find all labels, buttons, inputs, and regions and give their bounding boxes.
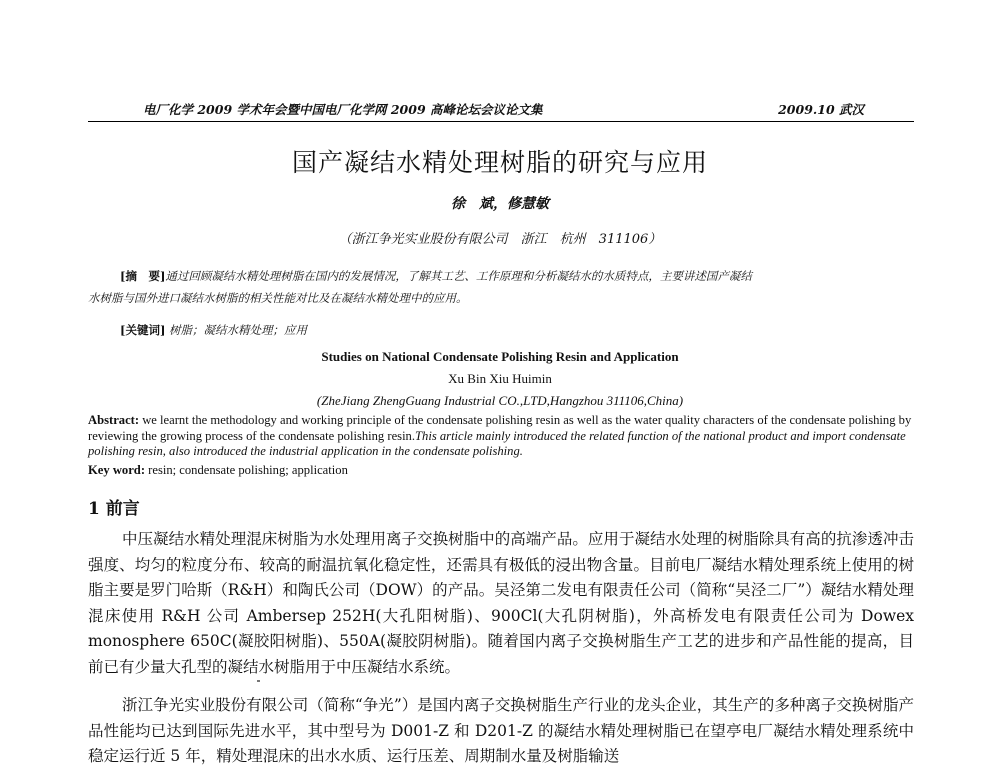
abstract-cn-line2: 水树脂与国外进口凝结水树脂的相关性能对比及在凝结水精处理中的应用。 (88, 291, 468, 305)
english-keywords (88, 463, 914, 478)
running-head-left: 电厂化学 2009 学术年会暨中国电厂化学网 2009 高峰论坛会议论文集 (143, 102, 543, 117)
abstract-label-en: Abstract: (88, 413, 140, 427)
keywords-label-cn: [关键词] (120, 323, 166, 337)
chinese-abstract (88, 265, 914, 309)
abstract-en-part1: we learnt the methodology and working principle of the condensate polishing resin as well as the water quality characters of the condensate polishing by reviewing the growing process of the condensate polishing resin. (88, 413, 912, 443)
paper-affiliation: （浙江争光实业股份有限公司 浙江 杭州 311106） (338, 232, 662, 247)
english-affiliation: (ZheJiang ZhengGuang Industrial CO.,LTD,Hangzhou 311106,China) (316, 393, 684, 408)
abstract-cn-line1: 通过回顾凝结水精处理树脂在国内的发展情况，了解其工艺、工作原理和分析凝结水的水质特点，主要讲述国产凝结 (165, 269, 752, 283)
english-title: Studies on National Condensate Polishing Resin and Application (321, 349, 679, 364)
section-heading: 1 前言 (88, 499, 140, 519)
running-head-right: 2009.10 武汉 (778, 102, 864, 117)
body-paragraph-2: 浙江争光实业股份有限公司（简称“争光”）是国内离子交换树脂生产行业的龙头企业，其生产的多种离子交换树脂产品性能均已达到国际先进水平，其中型号为 D001-Z 和 D201-Z 的凝结水精处理树脂已在望亭电厂凝结水精处理系统中稳定运行近 5 年，精处理混床的出水水质、运行压差、周期制水量及树脂输送 (88, 696, 914, 766)
keyword-text-en: resin; condensate polishing; application (145, 463, 348, 477)
keyword-label-en: Key word: (88, 463, 146, 477)
english-abstract (88, 413, 914, 460)
abstract-label-cn: [摘 要] (120, 269, 166, 283)
chinese-keywords (88, 319, 946, 341)
body-paragraph-1: 中压凝结水精处理混床树脂为水处理用离子交换树脂中的高端产品。应用于凝结水处理的树脂除具有高的抗渗透冲击强度、均匀的粒度分布、较高的耐温抗氧化稳定性，还需具有极低的浸出物含量。目前电厂凝结水精处理系统上使用的树脂主要是罗门哈斯（R&H）和陶氏公司（DOW）的产品。吴泾第二发电有限责任公司（简称“吴泾二厂”）凝结水精处理混床使用 R&H 公司 Ambersep 252H(大孔阳树脂)、900Cl(大孔阴树脂)，外高桥发电有限责任公司为 Dowex monosphere 650C(凝胶阳树脂)、550A(凝胶阴树脂)。随着国内离子交换树脂生产工艺的进步和产品性能的提高，目前已有少量大孔型的凝结水树脂用于中压凝结水系统。 (88, 530, 914, 676)
paper-title: 国产凝结水精处理树脂的研究与应用 (291, 148, 708, 177)
keywords-cn-text: 树脂；凝结水精处理；应用 (169, 323, 308, 337)
running-head (88, 98, 914, 120)
paper-authors: 徐 斌，修慧敏 (451, 196, 549, 212)
scan-speck (257, 680, 260, 682)
english-authors: Xu Bin Xiu Huimin (448, 371, 552, 386)
abstract-en-part2: This article mainly introduced the related function of the national product and import condensate polishing resin, also introduced the industrial application in the condensate polishing. (88, 428, 906, 458)
header-rule (88, 121, 914, 122)
